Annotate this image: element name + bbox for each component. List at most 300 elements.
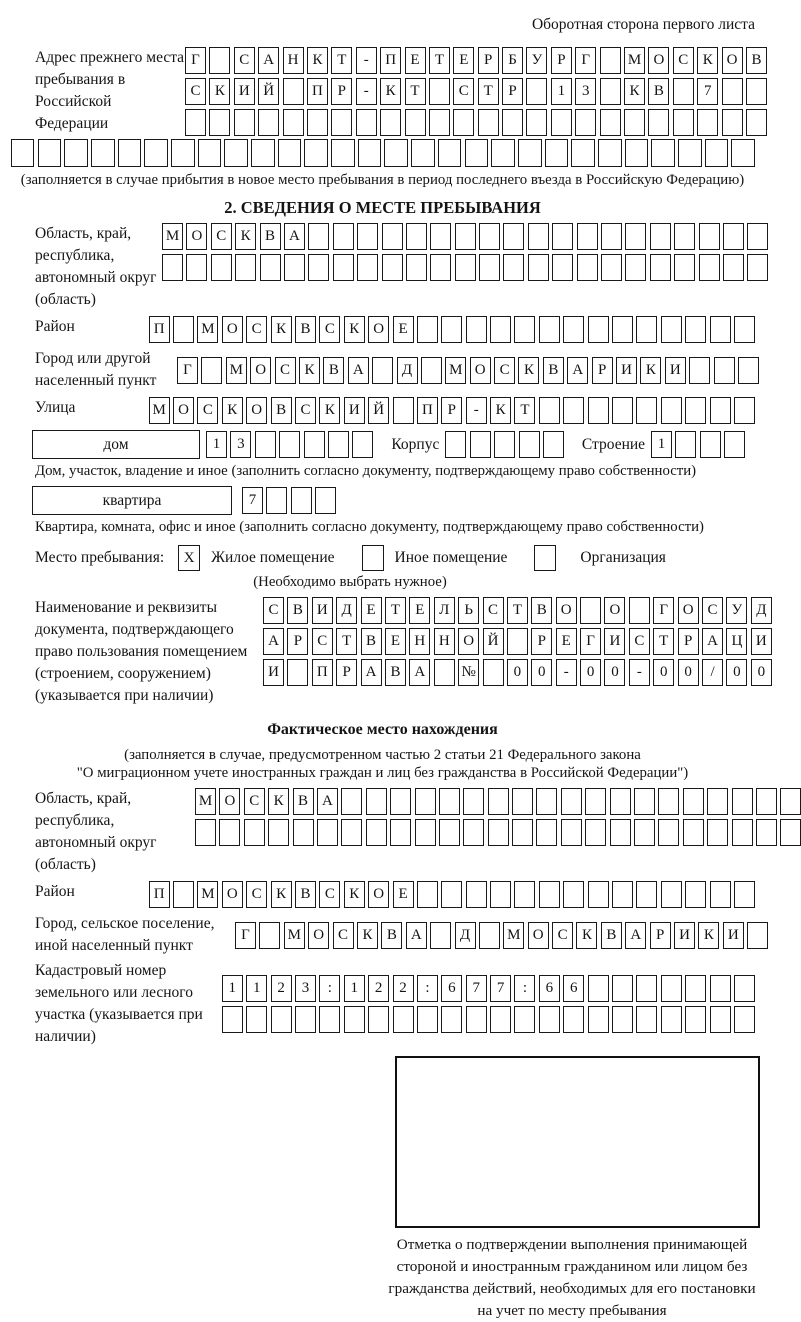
char-cell[interactable]: 2 [271,975,292,1002]
char-cell[interactable] [585,788,606,815]
char-cell[interactable] [561,788,582,815]
char-cell[interactable] [699,254,720,281]
char-cell[interactable] [417,881,438,908]
char-cell[interactable]: К [307,47,328,74]
char-cell[interactable]: 0 [580,659,601,686]
char-cell[interactable]: С [319,316,340,343]
char-cell[interactable]: К [344,316,365,343]
char-cell[interactable] [479,223,500,250]
char-cell[interactable] [588,881,609,908]
char-cell[interactable] [328,431,349,458]
char-cell[interactable]: А [258,47,279,74]
char-cell[interactable]: И [665,357,686,384]
char-cell[interactable] [747,223,768,250]
char-cell[interactable]: К [697,47,718,74]
char-cell[interactable] [746,78,767,105]
char-cell[interactable] [260,254,281,281]
char-cell[interactable]: О [250,357,271,384]
char-cell[interactable]: Т [385,597,406,624]
char-cell[interactable]: Р [441,397,462,424]
char-cell[interactable]: М [149,397,170,424]
char-cell[interactable] [494,431,515,458]
char-cell[interactable]: С [197,397,218,424]
char-cell[interactable] [756,819,777,846]
char-cell[interactable] [552,254,573,281]
char-cell[interactable]: А [406,922,427,949]
char-cell[interactable] [341,788,362,815]
char-cell[interactable] [453,109,474,136]
char-cell[interactable] [610,819,631,846]
char-cell[interactable]: И [616,357,637,384]
char-cell[interactable] [246,1006,267,1033]
char-cell[interactable]: К [576,922,597,949]
char-cell[interactable]: В [381,922,402,949]
char-cell[interactable] [588,975,609,1002]
char-cell[interactable]: С [483,597,504,624]
char-cell[interactable]: С [312,628,333,655]
char-cell[interactable] [466,316,487,343]
char-cell[interactable] [545,139,569,167]
char-cell[interactable] [539,1006,560,1033]
char-cell[interactable] [287,659,308,686]
char-cell[interactable]: А [348,357,369,384]
char-cell[interactable]: В [648,78,669,105]
char-cell[interactable] [629,597,650,624]
char-cell[interactable] [357,254,378,281]
char-cell[interactable] [284,254,305,281]
char-cell[interactable] [678,139,702,167]
char-cell[interactable] [317,819,338,846]
char-cell[interactable]: 2 [368,975,389,1002]
char-cell[interactable] [780,788,801,815]
char-cell[interactable]: А [284,223,305,250]
char-cell[interactable] [438,139,462,167]
char-cell[interactable] [315,487,336,514]
char-cell[interactable] [561,819,582,846]
char-cell[interactable]: Й [258,78,279,105]
char-cell[interactable]: В [295,316,316,343]
char-cell[interactable] [503,254,524,281]
char-cell[interactable]: Б [502,47,523,74]
stay-type-checkbox-residential[interactable]: X [178,545,200,571]
char-cell[interactable]: - [466,397,487,424]
char-cell[interactable]: О [556,597,577,624]
char-cell[interactable] [588,316,609,343]
char-cell[interactable] [118,139,142,167]
char-cell[interactable] [417,1006,438,1033]
char-cell[interactable]: 1 [344,975,365,1002]
char-cell[interactable]: 7 [242,487,263,514]
char-cell[interactable]: 0 [678,659,699,686]
char-cell[interactable] [543,431,564,458]
char-cell[interactable]: И [604,628,625,655]
char-cell[interactable] [588,1006,609,1033]
char-cell[interactable]: Г [177,357,198,384]
char-cell[interactable] [512,819,533,846]
char-cell[interactable]: О [308,922,329,949]
char-cell[interactable]: М [624,47,645,74]
char-cell[interactable] [271,1006,292,1033]
char-cell[interactable]: М [226,357,247,384]
char-cell[interactable]: Е [393,881,414,908]
char-cell[interactable] [650,223,671,250]
char-cell[interactable] [162,254,183,281]
char-cell[interactable] [598,139,622,167]
char-cell[interactable]: 0 [653,659,674,686]
char-cell[interactable] [430,223,451,250]
char-cell[interactable]: И [234,78,255,105]
char-cell[interactable] [171,139,195,167]
char-cell[interactable] [612,1006,633,1033]
char-cell[interactable] [488,788,509,815]
char-cell[interactable]: О [368,316,389,343]
char-cell[interactable] [507,628,528,655]
char-cell[interactable]: О [722,47,743,74]
char-cell[interactable] [368,1006,389,1033]
char-cell[interactable] [244,819,265,846]
char-cell[interactable]: И [263,659,284,686]
char-cell[interactable] [331,109,352,136]
char-cell[interactable] [734,316,755,343]
char-cell[interactable]: 6 [441,975,462,1002]
char-cell[interactable] [439,819,460,846]
char-cell[interactable] [661,881,682,908]
char-cell[interactable] [780,819,801,846]
char-cell[interactable]: Е [361,597,382,624]
char-cell[interactable]: Ь [458,597,479,624]
char-cell[interactable] [417,316,438,343]
char-cell[interactable]: У [726,597,747,624]
char-cell[interactable]: С [673,47,694,74]
char-cell[interactable]: Г [653,597,674,624]
char-cell[interactable]: О [648,47,669,74]
char-cell[interactable] [470,431,491,458]
char-cell[interactable]: / [702,659,723,686]
char-cell[interactable]: Д [455,922,476,949]
char-cell[interactable] [429,109,450,136]
char-cell[interactable]: С [185,78,206,105]
char-cell[interactable] [283,109,304,136]
char-cell[interactable]: М [195,788,216,815]
char-cell[interactable] [528,223,549,250]
char-cell[interactable]: К [271,881,292,908]
char-cell[interactable]: : [319,975,340,1002]
char-cell[interactable]: П [380,47,401,74]
char-cell[interactable]: - [556,659,577,686]
char-cell[interactable] [429,78,450,105]
char-cell[interactable] [466,881,487,908]
char-cell[interactable] [415,788,436,815]
char-cell[interactable]: П [417,397,438,424]
char-cell[interactable]: Т [653,628,674,655]
char-cell[interactable]: К [222,397,243,424]
char-cell[interactable] [384,139,408,167]
char-cell[interactable] [601,223,622,250]
char-cell[interactable] [625,254,646,281]
char-cell[interactable] [219,819,240,846]
char-cell[interactable] [382,254,403,281]
char-cell[interactable]: П [149,881,170,908]
char-cell[interactable] [661,1006,682,1033]
char-cell[interactable] [685,975,706,1002]
char-cell[interactable] [636,316,657,343]
char-cell[interactable]: К [271,316,292,343]
char-cell[interactable]: А [625,922,646,949]
char-cell[interactable] [406,223,427,250]
char-cell[interactable] [685,397,706,424]
char-cell[interactable] [380,109,401,136]
char-cell[interactable] [278,139,302,167]
char-cell[interactable]: Р [592,357,613,384]
char-cell[interactable]: Р [650,922,671,949]
char-cell[interactable]: К [299,357,320,384]
char-cell[interactable] [683,788,704,815]
char-cell[interactable] [612,397,633,424]
char-cell[interactable] [675,431,696,458]
char-cell[interactable]: Л [434,597,455,624]
char-cell[interactable] [195,819,216,846]
char-cell[interactable] [612,975,633,1002]
char-cell[interactable] [234,109,255,136]
char-cell[interactable]: К [344,881,365,908]
char-cell[interactable] [722,78,743,105]
char-cell[interactable]: К [235,223,256,250]
char-cell[interactable]: Е [556,628,577,655]
char-cell[interactable] [714,357,735,384]
char-cell[interactable] [341,819,362,846]
char-cell[interactable]: 7 [466,975,487,1002]
char-cell[interactable] [658,819,679,846]
char-cell[interactable] [304,431,325,458]
char-cell[interactable]: С [494,357,515,384]
char-cell[interactable] [366,819,387,846]
char-cell[interactable]: А [317,788,338,815]
char-cell[interactable] [528,254,549,281]
char-cell[interactable] [291,487,312,514]
char-cell[interactable] [491,139,515,167]
char-cell[interactable] [705,139,729,167]
char-cell[interactable]: В [295,881,316,908]
char-cell[interactable]: С [333,922,354,949]
char-cell[interactable] [319,1006,340,1033]
char-cell[interactable] [625,139,649,167]
char-cell[interactable]: Г [580,628,601,655]
char-cell[interactable] [259,922,280,949]
char-cell[interactable]: - [629,659,650,686]
char-cell[interactable]: 0 [726,659,747,686]
char-cell[interactable] [307,109,328,136]
char-cell[interactable]: В [746,47,767,74]
char-cell[interactable] [411,139,435,167]
char-cell[interactable] [224,139,248,167]
char-cell[interactable] [415,819,436,846]
char-cell[interactable] [304,139,328,167]
char-cell[interactable] [756,788,777,815]
char-cell[interactable] [575,109,596,136]
char-cell[interactable] [636,975,657,1002]
char-cell[interactable]: 1 [222,975,243,1002]
char-cell[interactable] [747,922,768,949]
char-cell[interactable]: О [246,397,267,424]
char-cell[interactable]: А [361,659,382,686]
char-cell[interactable] [648,109,669,136]
char-cell[interactable] [577,254,598,281]
char-cell[interactable] [539,397,560,424]
char-cell[interactable] [356,109,377,136]
char-cell[interactable] [144,139,168,167]
char-cell[interactable]: У [526,47,547,74]
char-cell[interactable] [209,47,230,74]
char-cell[interactable] [333,254,354,281]
char-cell[interactable]: Р [331,78,352,105]
char-cell[interactable] [441,1006,462,1033]
char-cell[interactable] [539,316,560,343]
char-cell[interactable]: Н [283,47,304,74]
char-cell[interactable] [674,223,695,250]
char-cell[interactable]: Г [185,47,206,74]
char-cell[interactable] [405,109,426,136]
char-cell[interactable]: 0 [507,659,528,686]
char-cell[interactable]: М [162,223,183,250]
char-cell[interactable]: О [173,397,194,424]
char-cell[interactable] [661,397,682,424]
char-cell[interactable] [64,139,88,167]
char-cell[interactable]: М [284,922,305,949]
char-cell[interactable] [747,254,768,281]
char-cell[interactable] [255,431,276,458]
char-cell[interactable] [636,881,657,908]
char-cell[interactable]: С [453,78,474,105]
char-cell[interactable] [268,819,289,846]
char-cell[interactable]: В [361,628,382,655]
char-cell[interactable] [185,109,206,136]
char-cell[interactable]: В [601,922,622,949]
char-cell[interactable]: С [211,223,232,250]
char-cell[interactable]: В [543,357,564,384]
char-cell[interactable] [526,78,547,105]
char-cell[interactable]: Е [409,597,430,624]
char-cell[interactable]: - [356,47,377,74]
char-cell[interactable] [295,1006,316,1033]
char-cell[interactable] [490,881,511,908]
char-cell[interactable] [600,78,621,105]
char-cell[interactable] [293,819,314,846]
char-cell[interactable]: В [287,597,308,624]
char-cell[interactable] [588,397,609,424]
char-cell[interactable]: 3 [575,78,596,105]
char-cell[interactable]: Р [502,78,523,105]
char-cell[interactable]: О [219,788,240,815]
char-cell[interactable]: А [702,628,723,655]
char-cell[interactable] [689,357,710,384]
char-cell[interactable]: С [629,628,650,655]
char-cell[interactable] [479,254,500,281]
char-cell[interactable]: О [186,223,207,250]
char-cell[interactable] [258,109,279,136]
char-cell[interactable]: 1 [551,78,572,105]
char-cell[interactable]: : [514,975,535,1002]
char-cell[interactable]: С [275,357,296,384]
char-cell[interactable]: П [149,316,170,343]
char-cell[interactable]: И [723,922,744,949]
char-cell[interactable]: Е [385,628,406,655]
char-cell[interactable]: С [246,881,267,908]
char-cell[interactable] [455,223,476,250]
char-cell[interactable]: Р [336,659,357,686]
char-cell[interactable]: 6 [563,975,584,1002]
char-cell[interactable] [734,1006,755,1033]
char-cell[interactable]: 3 [230,431,251,458]
char-cell[interactable]: К [518,357,539,384]
char-cell[interactable] [710,881,731,908]
char-cell[interactable] [700,431,721,458]
char-cell[interactable] [490,1006,511,1033]
char-cell[interactable] [430,922,451,949]
char-cell[interactable] [738,357,759,384]
char-cell[interactable]: 7 [697,78,718,105]
char-cell[interactable] [279,431,300,458]
char-cell[interactable]: О [222,881,243,908]
char-cell[interactable] [600,109,621,136]
char-cell[interactable]: С [295,397,316,424]
char-cell[interactable] [658,788,679,815]
char-cell[interactable]: О [222,316,243,343]
char-cell[interactable] [683,819,704,846]
char-cell[interactable] [331,139,355,167]
char-cell[interactable]: Н [434,628,455,655]
char-cell[interactable] [209,109,230,136]
char-cell[interactable] [173,881,194,908]
char-cell[interactable]: С [319,881,340,908]
char-cell[interactable] [198,139,222,167]
char-cell[interactable] [734,397,755,424]
char-cell[interactable]: О [470,357,491,384]
char-cell[interactable] [211,254,232,281]
char-cell[interactable] [352,431,373,458]
char-cell[interactable] [503,223,524,250]
char-cell[interactable]: О [368,881,389,908]
char-cell[interactable] [514,881,535,908]
char-cell[interactable]: А [263,628,284,655]
char-cell[interactable] [685,1006,706,1033]
char-cell[interactable]: Й [483,628,504,655]
char-cell[interactable] [536,788,557,815]
char-cell[interactable]: К [698,922,719,949]
char-cell[interactable]: Р [478,47,499,74]
char-cell[interactable] [502,109,523,136]
char-cell[interactable]: Р [531,628,552,655]
char-cell[interactable] [723,223,744,250]
char-cell[interactable]: Г [235,922,256,949]
char-cell[interactable]: П [312,659,333,686]
char-cell[interactable]: Е [393,316,414,343]
char-cell[interactable] [512,788,533,815]
char-cell[interactable]: Ц [726,628,747,655]
char-cell[interactable]: Е [453,47,474,74]
char-cell[interactable] [519,431,540,458]
char-cell[interactable]: М [197,881,218,908]
char-cell[interactable]: 0 [751,659,772,686]
char-cell[interactable] [91,139,115,167]
char-cell[interactable]: 2 [393,975,414,1002]
char-cell[interactable] [650,254,671,281]
char-cell[interactable] [624,109,645,136]
char-cell[interactable] [673,109,694,136]
char-cell[interactable]: М [445,357,466,384]
char-cell[interactable] [707,788,728,815]
char-cell[interactable]: Г [575,47,596,74]
char-cell[interactable] [490,316,511,343]
